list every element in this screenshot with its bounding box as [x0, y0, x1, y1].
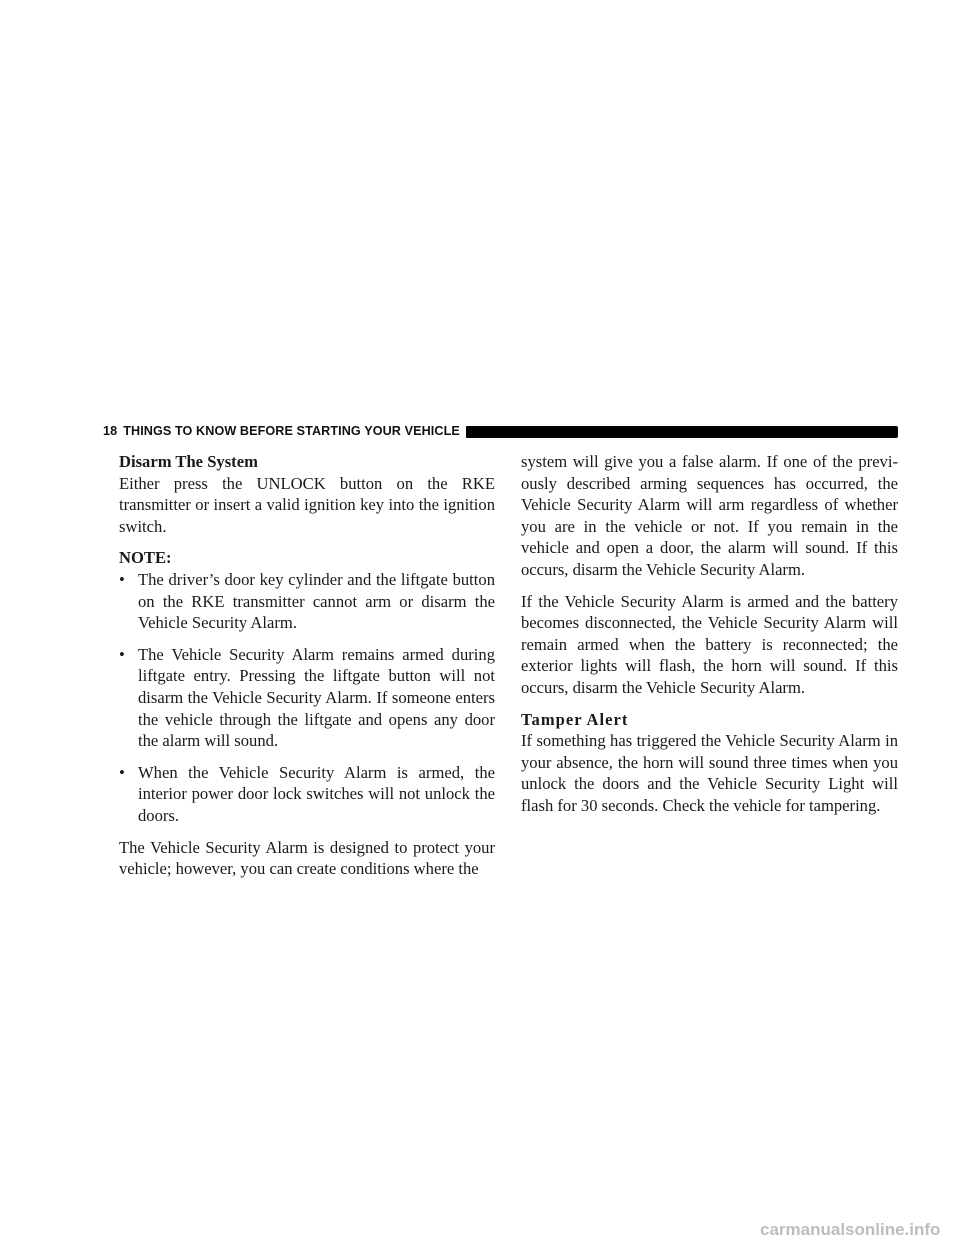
- page-number: 18: [103, 423, 118, 438]
- right-column: [521, 451, 898, 827]
- list-item: [119, 644, 495, 752]
- bullet-text: The Vehicle Security Alarm remains armed during liftgate entry. Pressing the liftgate button will not disarm the Vehicle Security Alarm. If someone enters the vehicle through the liftgate and opens any door the alarm will sound.: [138, 644, 495, 751]
- bullet-text: When the Vehicle Security Alarm is armed, the interior power door lock switches will not unlock the doors.: [138, 762, 495, 825]
- disarm-heading: Disarm The System: [119, 452, 258, 471]
- list-item: [119, 569, 495, 634]
- bullet-icon: •: [119, 569, 125, 589]
- list-item: [119, 762, 495, 827]
- false-alarm-paragraph: system will give you a false alarm. If one of the previ-ously described arming sequences has occurred, the Vehicle Security Alarm will arm regardless of whether you are in the vehicle or not. If you remain in the vehicle and open a door, the alarm will sound. If this occurs, disarm the Vehicle Security Alarm.: [521, 452, 898, 579]
- tamper-alert-heading: Tamper Alert: [521, 709, 629, 729]
- bullet-text: The driver’s door key cylinder and the liftgate button on the RKE transmitter cannot arm or disarm the Vehicle Security Alarm.: [138, 569, 495, 633]
- page-header: [103, 418, 898, 442]
- header-rule-bar: [466, 426, 898, 438]
- disarm-intro-paragraph: Either press the UNLOCK button on the RKE transmitter or insert a valid ignition key into the ignition switch.: [119, 473, 495, 536]
- watermark: carmanualsonline.info: [760, 1220, 941, 1239]
- left-column: [119, 451, 495, 890]
- section-title: THINGS TO KNOW BEFORE STARTING YOUR VEHICLE: [123, 423, 460, 438]
- note-bullet-list: [119, 569, 495, 827]
- tamper-alert-paragraph: If something has triggered the Vehicle Security Alarm in your absence, the horn will sound three times when you unlock the doors and the Vehicle Security Light will flash for 30 seconds. Check the vehicle for tampering.: [521, 731, 898, 815]
- bullet-icon: •: [119, 762, 125, 782]
- bullet-icon: •: [119, 644, 125, 664]
- note-label: NOTE:: [119, 548, 172, 568]
- closing-paragraph: The Vehicle Security Alarm is designed to protect your vehicle; however, you can create conditions where the: [119, 837, 495, 879]
- battery-paragraph: If the Vehicle Security Alarm is armed and the battery becomes disconnected, the Vehicle Security Alarm will remain armed when the battery is reconnected; the exterior lights will flash, the horn will sound. If this occurs, disarm the Vehicle Security Alarm.: [521, 591, 898, 697]
